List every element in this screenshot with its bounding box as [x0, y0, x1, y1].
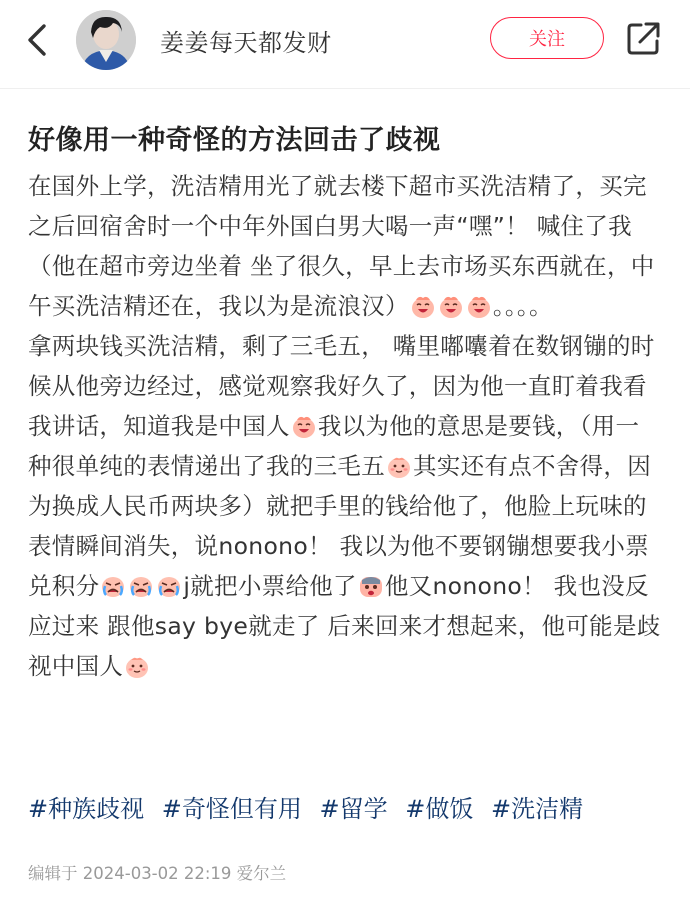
post-content [28, 166, 662, 686]
chevron-left-icon[interactable] [22, 20, 54, 60]
laugh-emoji-icon [466, 293, 492, 319]
smile-emoji-icon [386, 453, 412, 479]
shocked-emoji-icon [358, 573, 384, 599]
cry-emoji-icon [156, 573, 182, 599]
laugh-emoji-icon [438, 293, 464, 319]
cry-emoji-icon [100, 573, 126, 599]
edit-meta: 编辑于 2024-03-02 22:19 爱尔兰 [28, 864, 287, 883]
header-divider [0, 88, 690, 89]
tag-cooking[interactable]: #做饭 [405, 795, 474, 823]
paragraph-2-text-3: 其实还有点不舍得，因为换成人民币两块多）就把手里的钱给他了，他脸上玩味的表情瞬间消失，说nonono！ 我以为他不要钢镚想要我小票兑积分 [28, 452, 651, 600]
laugh-emoji-icon [291, 413, 317, 439]
tag-study-abroad[interactable]: #留学 [319, 795, 388, 823]
tag-list [28, 789, 593, 824]
paragraph-2-text-1: 拿两块钱买洗洁精，剩了三毛五， 嘴里嘟囔着在数钢镚的时候从他旁边经过，感觉观察我好久了，因为他一直盯着我看我讲话，知道我是中国人 [28, 332, 655, 440]
paragraph-2-text-2: 我以为他的意思是要钱，（用一种很单纯的表情递出了我的三毛五 [28, 412, 640, 480]
post-header [0, 0, 690, 88]
laugh-emoji-icon [410, 293, 436, 319]
tag-dish-soap[interactable]: #洗洁精 [491, 795, 584, 823]
paragraph-2 [28, 326, 662, 686]
paragraph-2-text-3-tail: j [183, 572, 191, 600]
paragraph-2-text-4: 就把小票给他了 [190, 572, 357, 600]
avatar-portrait-icon [76, 10, 136, 70]
paragraph-1 [28, 166, 662, 326]
tag-strange-but-useful[interactable]: #奇怪但有用 [161, 795, 302, 823]
smile-emoji-icon [124, 653, 150, 679]
follow-button[interactable]: 关注 [490, 17, 604, 59]
post-title: 好像用一种奇怪的方法回击了歧视 [28, 125, 441, 156]
paragraph-1-text: 在国外上学，洗洁精用光了就去楼下超市买洗洁精了，买完之后回宿舍时一个中年外国白男大喝一声“嘿”！ 喊住了我（他在超市旁边坐着 坐了很久，早上去市场买东西就在，中午买洗洁精还在，我以为是流浪汉） [28, 172, 655, 320]
cry-emoji-icon [128, 573, 154, 599]
share-icon[interactable] [624, 20, 662, 58]
ellipsis-text: 。。。。 [492, 292, 553, 320]
paragraph-2-text-5: 他又nonono！ 我也没反应过来 跟他say bye就走了 后来回来才想起来，他可能是歧视中国人 [28, 572, 661, 680]
author-name[interactable]: 姜姜每天都发财 [160, 29, 332, 57]
tag-racial-discrimination[interactable]: #种族歧视 [28, 795, 145, 823]
avatar[interactable] [76, 10, 136, 70]
